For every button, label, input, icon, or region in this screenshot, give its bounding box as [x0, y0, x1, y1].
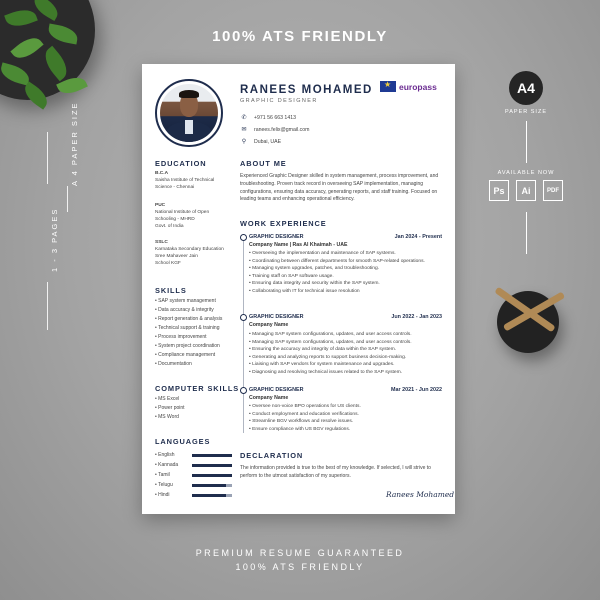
list-item: • Coordinating between different departments for smooth SAP-related operations. [249, 258, 445, 266]
resume-page [142, 64, 455, 514]
list-item: • MS Excel [155, 395, 185, 404]
language-level-bar [192, 494, 232, 497]
job-date: Jun 2022 - Jan 2023 [391, 314, 442, 320]
job-date: Mar 2021 - Jun 2022 [391, 387, 442, 393]
list-item: • Technical support & training [155, 324, 222, 333]
language-level-bar [192, 474, 232, 477]
declaration-heading: DECLARATION [240, 451, 304, 460]
list-item: • SAP system management [155, 297, 222, 306]
list-item: • Generating and analyzing reports to support business decision-making. [249, 354, 445, 362]
location-pin-icon: ⚲ [241, 139, 247, 145]
skills-heading: SKILLS [155, 286, 187, 295]
list-item: • Overseeing the implementation and maintenance of SAP systems. [249, 250, 445, 258]
timeline-dot [240, 234, 247, 241]
computer-skills-heading: COMPUTER SKILLS [155, 384, 240, 393]
top-banner: 100% ATS FRIENDLY [212, 28, 388, 45]
job-bullets [249, 403, 445, 433]
list-item: • Report generation & analysis [155, 315, 222, 324]
list-item: • Ensuring data integrity and security within the SAP system. [249, 280, 445, 288]
list-item: • Oversee non-voice BPO operations for US clients. [249, 403, 445, 411]
illustrator-icon: Ai [516, 180, 536, 201]
pdf-icon: PDF [543, 180, 563, 201]
language-row: • Tamil [155, 472, 232, 478]
skills-list [155, 297, 222, 369]
education-heading: EDUCATION [155, 159, 207, 168]
language-row: • Hindi [155, 492, 232, 498]
list-item: • System project coordination [155, 342, 222, 351]
list-item: • Liaising with SAP vendors for system maintenance and upgrades. [249, 361, 445, 369]
list-item: • Process improvement [155, 333, 222, 342]
side-divider-lower [47, 282, 48, 330]
education-item: SSLC Karnataka Secondary Education Sree Mahaveer Jain School KGF [155, 240, 224, 266]
pages-vertical: 1 - 3 PAGES [50, 207, 59, 272]
list-item: • Ensuring the accuracy and integrity of data within the SAP system. [249, 346, 445, 354]
language-level-bar [192, 484, 232, 487]
phone-icon: ✆ [241, 115, 247, 121]
job-title: GRAPHIC DESIGNER [249, 387, 304, 393]
timeline-dot [240, 387, 247, 394]
about-heading: ABOUT ME [240, 159, 287, 168]
signature: Ranees Mohamed [386, 490, 455, 499]
a4-badge: A4 [509, 71, 543, 105]
job-date: Jan 2024 - Present [394, 234, 442, 240]
list-item: • Data accuracy & integrity [155, 306, 222, 315]
available-now-label: AVAILABLE NOW [497, 170, 555, 176]
bottom-banner-1: PREMIUM RESUME GUARANTEED [195, 548, 405, 558]
paper-size-vertical: A 4 PAPER SIZE [70, 101, 79, 186]
job-company: Company Name [249, 395, 289, 401]
side-divider-upper [47, 132, 48, 184]
declaration-text: The information provided is true to the best of my knowledge. If selected, I will strive to perform to the utmost satisfaction of my superiors. [240, 465, 431, 480]
list-item: • Documentation [155, 360, 222, 369]
experience-heading: WORK EXPERIENCE [240, 219, 327, 228]
list-item: • MS Word [155, 413, 185, 422]
education-item: B.C.A Saisha Institute of Technical Science - Chennai [155, 171, 215, 190]
job-bullets [249, 331, 445, 377]
language-row: • Telugu [155, 482, 232, 488]
computer-skills-list [155, 395, 185, 422]
contact-email: ✉ ranees.felix@gmail.com [241, 126, 310, 133]
list-item: • Diagnosing and resolving technical issues related to the SAP system. [249, 369, 445, 377]
language-level-bar [192, 464, 232, 467]
list-item: • Managing system upgrades, patches, and troubleshooting. [249, 265, 445, 273]
bottom-banner-2: 100% ATS FRIENDLY [235, 562, 365, 572]
right-divider-top [526, 121, 527, 163]
mail-icon: ✉ [241, 127, 247, 133]
profile-photo [155, 79, 223, 147]
job-title: GRAPHIC DESIGNER [249, 314, 304, 320]
job-bullets [249, 250, 445, 296]
timeline-dot [240, 314, 247, 321]
languages-heading: LANGUAGES [155, 437, 211, 446]
right-divider-bottom [526, 212, 527, 254]
language-row: • English [155, 452, 232, 458]
list-item: • Power point [155, 404, 185, 413]
resume-role: GRAPHIC DESIGNER [240, 98, 318, 104]
contact-location: ⚲ Dubai, UAE [241, 138, 282, 145]
list-item: • Training staff on SAP software usage. [249, 273, 445, 281]
list-item: • Collaborating with IT for technical issue resolution [249, 288, 445, 296]
language-row: • Kannada [155, 462, 232, 468]
contact-phone: ✆ +971 56 663 1413 [241, 114, 296, 121]
side-divider [67, 186, 68, 212]
list-item: • Compliance management [155, 351, 222, 360]
education-item: PUC National Institute of Open Schooling - MHRD Govt. of India [155, 203, 210, 229]
list-item: • Ensure compliance with US BGV regulations. [249, 426, 445, 434]
job-company: Company Name | Ras Al Khaimah - UAE [249, 242, 348, 248]
list-item: • Streamline BGV workflows and resolve issues. [249, 418, 445, 426]
list-item: • Managing SAP system configurations, updates, and user access controls. [249, 339, 445, 347]
job-title: GRAPHIC DESIGNER [249, 234, 304, 240]
about-text: Experienced Graphic Designer skilled in system management, process improvement, and troubleshooting. Proven track record in overseeing SAP implementation, managing configurations, ensuring data accuracy, generating reports, and staff training. Focused on leading teams and enhancing operational efficiency. [240, 173, 439, 203]
list-item: • Conduct employment and education verifications. [249, 411, 445, 419]
photoshop-icon: Ps [489, 180, 509, 201]
resume-name: RANEES MOHAMED [240, 84, 373, 96]
language-level-bar [192, 454, 232, 457]
europass-logo: ★ europass [380, 81, 437, 92]
timeline-line [243, 236, 244, 433]
job-company: Company Name [249, 322, 289, 328]
list-item: • Managing SAP system configurations, updates, and user access controls. [249, 331, 445, 339]
eu-flag-icon [380, 81, 396, 92]
paper-size-caption: PAPER SIZE [505, 109, 547, 115]
